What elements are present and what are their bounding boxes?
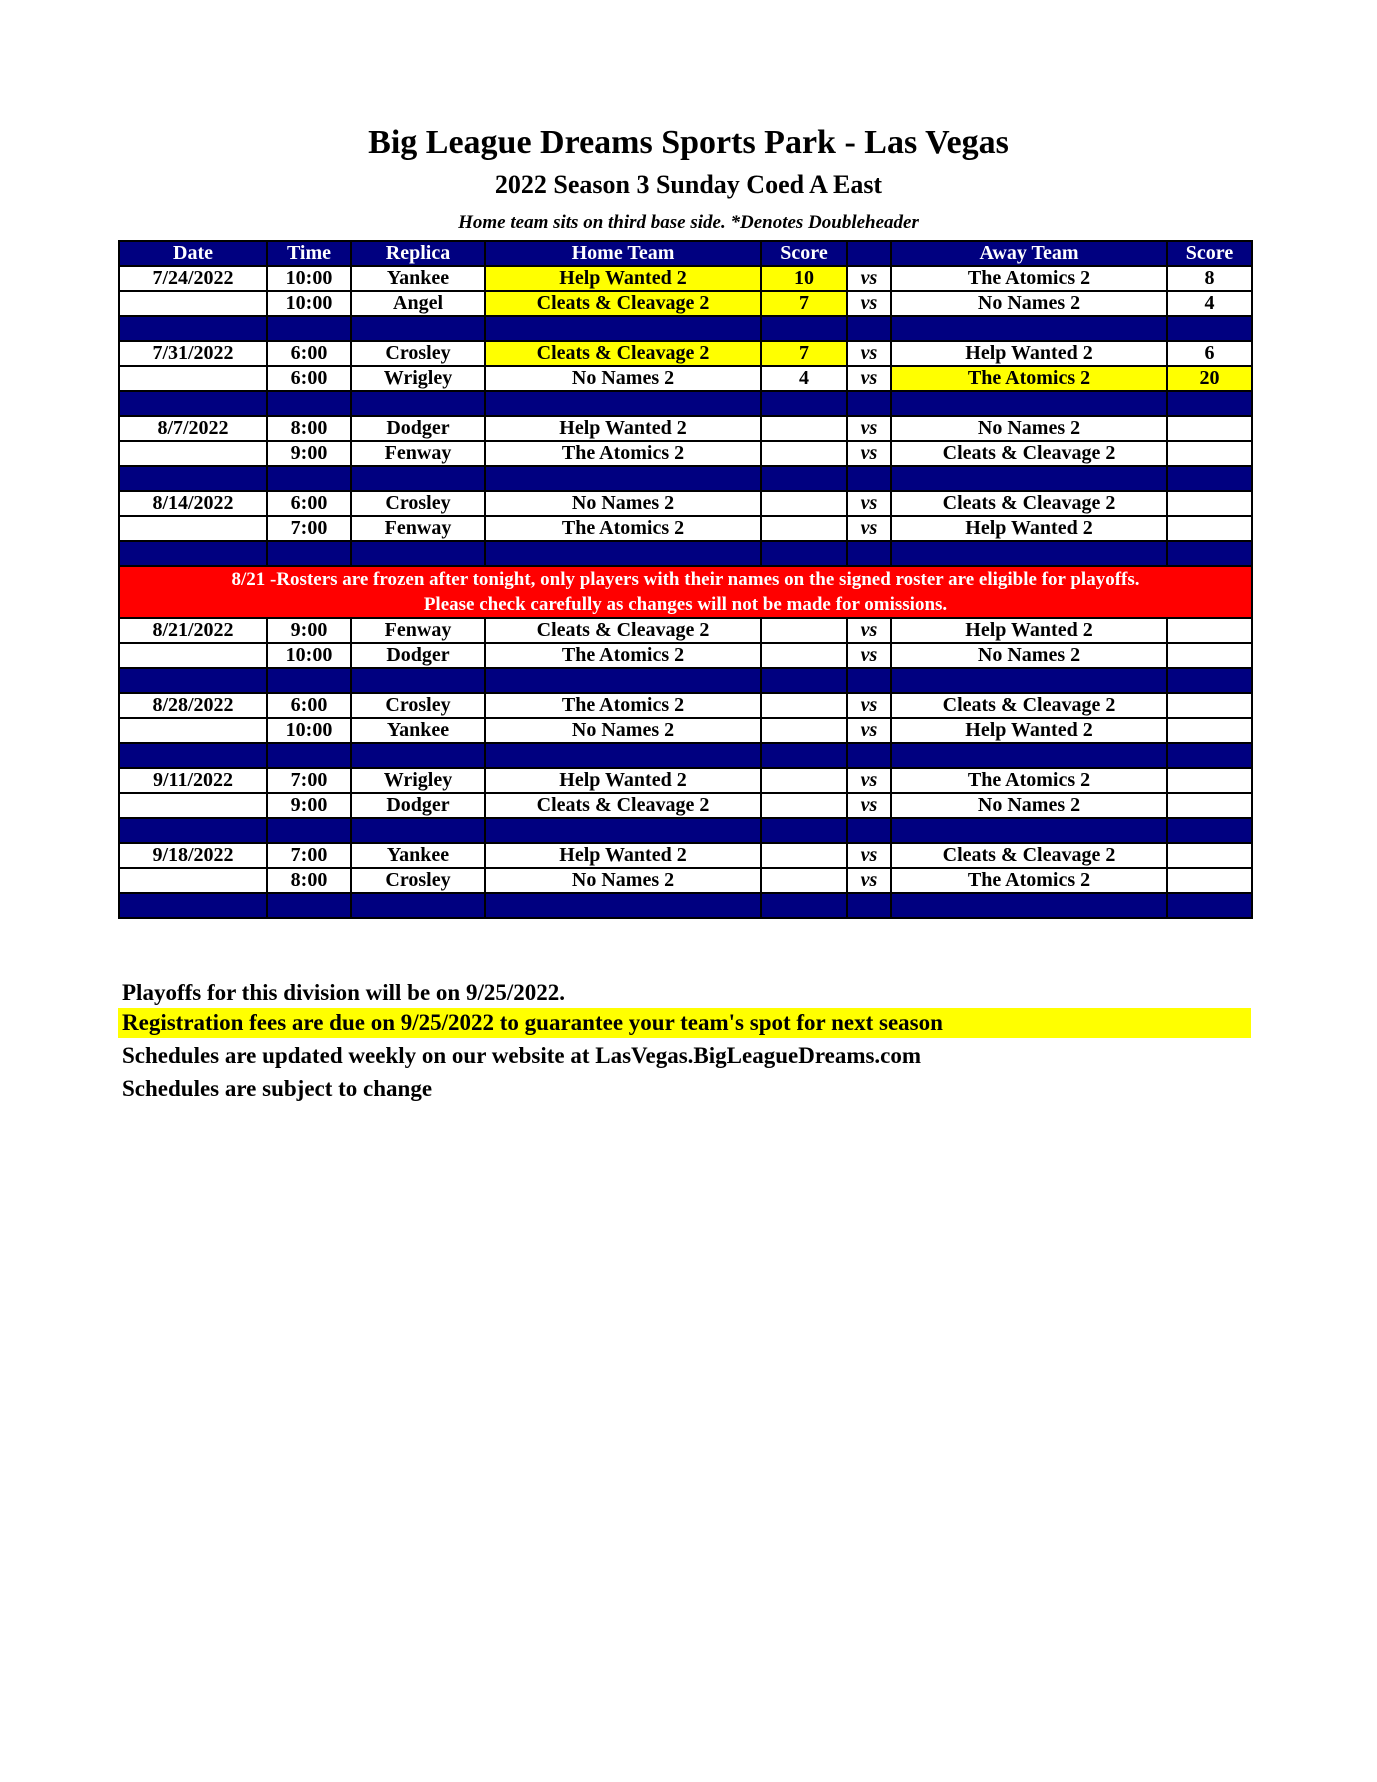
separator-cell — [351, 391, 485, 416]
separator-cell — [267, 466, 351, 491]
schedule-body — [119, 266, 1252, 918]
away-team: No Names 2 — [891, 793, 1167, 818]
separator-cell — [891, 466, 1167, 491]
website-note: Schedules are updated weekly on our website at LasVegas.BigLeagueDreams.com — [122, 1043, 922, 1068]
home-score: 7 — [761, 341, 847, 366]
away-team: The Atomics 2 — [891, 768, 1167, 793]
game-time: 7:00 — [267, 768, 351, 793]
game-replica: Fenway — [351, 618, 485, 643]
home-score: 4 — [761, 366, 847, 391]
roster-notice — [119, 566, 1252, 618]
home-team: Help Wanted 2 — [485, 416, 761, 441]
separator-cell — [761, 466, 847, 491]
home-team: The Atomics 2 — [485, 693, 761, 718]
home-score — [761, 416, 847, 441]
game-date: 7/31/2022 — [119, 341, 267, 366]
separator-cell — [119, 466, 267, 491]
away-score — [1167, 618, 1252, 643]
separator-row — [119, 668, 1252, 693]
separator-cell — [351, 668, 485, 693]
separator-cell — [119, 668, 267, 693]
game-replica: Angel — [351, 291, 485, 316]
home-team: Cleats & Cleavage 2 — [485, 341, 761, 366]
game-time: 6:00 — [267, 693, 351, 718]
separator-cell — [267, 316, 351, 341]
separator-cell — [847, 893, 891, 918]
game-time: 6:00 — [267, 341, 351, 366]
away-score — [1167, 793, 1252, 818]
separator-cell — [485, 818, 761, 843]
separator-cell — [119, 391, 267, 416]
vs-label: vs — [847, 341, 891, 366]
away-team: Help Wanted 2 — [891, 516, 1167, 541]
game-row — [119, 718, 1252, 743]
separator-cell — [891, 743, 1167, 768]
away-team: No Names 2 — [891, 416, 1167, 441]
vs-label: vs — [847, 516, 891, 541]
home-team: The Atomics 2 — [485, 441, 761, 466]
col-time: Time — [267, 241, 351, 266]
separator-cell — [1167, 893, 1252, 918]
game-row — [119, 366, 1252, 391]
separator-row — [119, 743, 1252, 768]
away-score: 4 — [1167, 291, 1252, 316]
game-row — [119, 768, 1252, 793]
home-score — [761, 768, 847, 793]
separator-cell — [351, 316, 485, 341]
home-team: Help Wanted 2 — [485, 768, 761, 793]
game-date: 8/28/2022 — [119, 693, 267, 718]
home-score — [761, 843, 847, 868]
game-replica: Crosley — [351, 341, 485, 366]
away-score — [1167, 718, 1252, 743]
separator-cell — [119, 316, 267, 341]
game-row — [119, 341, 1252, 366]
separator-cell — [351, 818, 485, 843]
col-replica: Replica — [351, 241, 485, 266]
game-replica: Wrigley — [351, 366, 485, 391]
separator-cell — [761, 391, 847, 416]
game-row — [119, 491, 1252, 516]
roster-notice-line: Please check carefully as changes will not be made for omissions. — [423, 594, 948, 615]
separator-cell — [351, 541, 485, 566]
roster-notice-row — [119, 566, 1252, 618]
vs-label: vs — [847, 768, 891, 793]
separator-cell — [1167, 316, 1252, 341]
home-team: No Names 2 — [485, 868, 761, 893]
separator-cell — [1167, 668, 1252, 693]
home-score — [761, 793, 847, 818]
separator-cell — [847, 818, 891, 843]
game-row — [119, 693, 1252, 718]
game-date: 9/18/2022 — [119, 843, 267, 868]
game-row — [119, 441, 1252, 466]
game-replica: Fenway — [351, 441, 485, 466]
home-team: Cleats & Cleavage 2 — [485, 793, 761, 818]
home-score — [761, 693, 847, 718]
separator-cell — [1167, 541, 1252, 566]
roster-notice-line: 8/21 -Rosters are frozen after tonight, only players with their names on the signed roster are eligible for playoffs. — [231, 569, 1140, 590]
separator-cell — [485, 893, 761, 918]
separator-cell — [267, 818, 351, 843]
game-time: 10:00 — [267, 643, 351, 668]
game-time: 7:00 — [267, 516, 351, 541]
game-row — [119, 291, 1252, 316]
separator-row — [119, 541, 1252, 566]
game-time: 8:00 — [267, 416, 351, 441]
game-row — [119, 793, 1252, 818]
home-team: The Atomics 2 — [485, 643, 761, 668]
home-score — [761, 491, 847, 516]
separator-cell — [351, 893, 485, 918]
separator-cell — [1167, 391, 1252, 416]
separator-cell — [485, 541, 761, 566]
col-away-team: Away Team — [891, 241, 1167, 266]
game-date: 8/21/2022 — [119, 618, 267, 643]
away-team: Cleats & Cleavage 2 — [891, 441, 1167, 466]
separator-cell — [1167, 743, 1252, 768]
separator-cell — [267, 893, 351, 918]
away-score — [1167, 416, 1252, 441]
game-date — [119, 718, 267, 743]
game-replica: Crosley — [351, 491, 485, 516]
game-time: 8:00 — [267, 868, 351, 893]
away-team: Help Wanted 2 — [891, 618, 1167, 643]
separator-cell — [761, 316, 847, 341]
separator-cell — [119, 893, 267, 918]
home-team: No Names 2 — [485, 491, 761, 516]
game-date: 9/11/2022 — [119, 768, 267, 793]
col-away-score: Score — [1167, 241, 1252, 266]
col-date: Date — [119, 241, 267, 266]
game-date: 7/24/2022 — [119, 266, 267, 291]
away-score — [1167, 868, 1252, 893]
home-score — [761, 618, 847, 643]
separator-cell — [761, 893, 847, 918]
separator-cell — [351, 466, 485, 491]
game-replica: Fenway — [351, 516, 485, 541]
away-team: Help Wanted 2 — [891, 718, 1167, 743]
page-note: Home team sits on third base side. *Denotes Doubleheader — [458, 212, 919, 233]
game-row — [119, 618, 1252, 643]
away-team: The Atomics 2 — [891, 266, 1167, 291]
away-team: Cleats & Cleavage 2 — [891, 491, 1167, 516]
game-date — [119, 793, 267, 818]
away-team: Help Wanted 2 — [891, 341, 1167, 366]
vs-label: vs — [847, 643, 891, 668]
col-home-score: Score — [761, 241, 847, 266]
home-team: Cleats & Cleavage 2 — [485, 291, 761, 316]
away-team: The Atomics 2 — [891, 868, 1167, 893]
schedule-table — [118, 240, 1253, 919]
separator-cell — [891, 316, 1167, 341]
home-score — [761, 516, 847, 541]
separator-cell — [891, 541, 1167, 566]
away-team: No Names 2 — [891, 291, 1167, 316]
vs-label: vs — [847, 868, 891, 893]
away-score — [1167, 441, 1252, 466]
separator-cell — [267, 668, 351, 693]
vs-label: vs — [847, 366, 891, 391]
game-date — [119, 441, 267, 466]
separator-cell — [847, 743, 891, 768]
separator-cell — [1167, 818, 1252, 843]
game-replica: Crosley — [351, 693, 485, 718]
separator-cell — [847, 391, 891, 416]
separator-cell — [761, 743, 847, 768]
playoffs-note: Playoffs for this division will be on 9/25/2022. — [122, 980, 566, 1005]
home-team: No Names 2 — [485, 366, 761, 391]
game-time: 6:00 — [267, 366, 351, 391]
game-time: 9:00 — [267, 441, 351, 466]
game-date — [119, 868, 267, 893]
separator-cell — [485, 743, 761, 768]
separator-cell — [351, 743, 485, 768]
game-replica: Dodger — [351, 793, 485, 818]
game-row — [119, 516, 1252, 541]
separator-cell — [119, 743, 267, 768]
game-row — [119, 843, 1252, 868]
game-row — [119, 416, 1252, 441]
vs-label: vs — [847, 618, 891, 643]
separator-cell — [891, 893, 1167, 918]
home-score — [761, 643, 847, 668]
col-home-team: Home Team — [485, 241, 761, 266]
separator-row — [119, 391, 1252, 416]
game-replica: Crosley — [351, 868, 485, 893]
separator-cell — [891, 818, 1167, 843]
home-score — [761, 718, 847, 743]
separator-cell — [267, 541, 351, 566]
separator-cell — [485, 316, 761, 341]
game-time: 10:00 — [267, 266, 351, 291]
separator-cell — [761, 541, 847, 566]
game-time: 6:00 — [267, 491, 351, 516]
game-replica: Yankee — [351, 718, 485, 743]
game-replica: Yankee — [351, 266, 485, 291]
vs-label: vs — [847, 718, 891, 743]
game-date — [119, 366, 267, 391]
home-team: Help Wanted 2 — [485, 843, 761, 868]
game-time: 10:00 — [267, 291, 351, 316]
away-score: 8 — [1167, 266, 1252, 291]
away-team: Cleats & Cleavage 2 — [891, 693, 1167, 718]
separator-cell — [485, 466, 761, 491]
vs-label: vs — [847, 693, 891, 718]
separator-cell — [119, 541, 267, 566]
separator-cell — [761, 668, 847, 693]
separator-cell — [847, 668, 891, 693]
page-subtitle: 2022 Season 3 Sunday Coed A East — [494, 170, 883, 199]
away-score — [1167, 516, 1252, 541]
game-row — [119, 868, 1252, 893]
game-time: 9:00 — [267, 793, 351, 818]
vs-label: vs — [847, 793, 891, 818]
separator-row — [119, 466, 1252, 491]
away-score — [1167, 843, 1252, 868]
separator-cell — [267, 743, 351, 768]
away-score: 6 — [1167, 341, 1252, 366]
separator-row — [119, 316, 1252, 341]
separator-cell — [485, 391, 761, 416]
game-date: 8/14/2022 — [119, 491, 267, 516]
separator-cell — [847, 541, 891, 566]
vs-label: vs — [847, 291, 891, 316]
vs-label: vs — [847, 491, 891, 516]
vs-label: vs — [847, 416, 891, 441]
away-team: No Names 2 — [891, 643, 1167, 668]
separator-cell — [847, 316, 891, 341]
game-time: 9:00 — [267, 618, 351, 643]
home-score: 7 — [761, 291, 847, 316]
separator-cell — [267, 391, 351, 416]
separator-cell — [761, 818, 847, 843]
away-score — [1167, 693, 1252, 718]
separator-row — [119, 818, 1252, 843]
separator-cell — [1167, 466, 1252, 491]
game-row — [119, 643, 1252, 668]
home-team: No Names 2 — [485, 718, 761, 743]
vs-label: vs — [847, 266, 891, 291]
game-date — [119, 643, 267, 668]
vs-label: vs — [847, 843, 891, 868]
home-score — [761, 868, 847, 893]
game-time: 7:00 — [267, 843, 351, 868]
away-team: The Atomics 2 — [891, 366, 1167, 391]
game-row — [119, 266, 1252, 291]
home-team: The Atomics 2 — [485, 516, 761, 541]
game-replica: Yankee — [351, 843, 485, 868]
separator-row — [119, 893, 1252, 918]
game-date — [119, 291, 267, 316]
game-date: 8/7/2022 — [119, 416, 267, 441]
away-score: 20 — [1167, 366, 1252, 391]
game-replica: Wrigley — [351, 768, 485, 793]
away-team: Cleats & Cleavage 2 — [891, 843, 1167, 868]
separator-cell — [891, 668, 1167, 693]
header-row — [119, 241, 1252, 266]
away-score — [1167, 768, 1252, 793]
game-date — [119, 516, 267, 541]
game-time: 10:00 — [267, 718, 351, 743]
separator-cell — [891, 391, 1167, 416]
separator-cell — [119, 818, 267, 843]
page-title: Big League Dreams Sports Park - Las Vegas — [368, 124, 1009, 161]
home-score: 10 — [761, 266, 847, 291]
home-team: Cleats & Cleavage 2 — [485, 618, 761, 643]
game-replica: Dodger — [351, 416, 485, 441]
away-score — [1167, 491, 1252, 516]
game-replica: Dodger — [351, 643, 485, 668]
separator-cell — [485, 668, 761, 693]
separator-cell — [847, 466, 891, 491]
change-note: Schedules are subject to change — [122, 1076, 433, 1101]
registration-note: Registration fees are due on 9/25/2022 to guarantee your team's spot for next season — [118, 1008, 1251, 1038]
home-team: Help Wanted 2 — [485, 266, 761, 291]
vs-label: vs — [847, 441, 891, 466]
col-vs — [847, 241, 891, 266]
home-score — [761, 441, 847, 466]
away-score — [1167, 643, 1252, 668]
